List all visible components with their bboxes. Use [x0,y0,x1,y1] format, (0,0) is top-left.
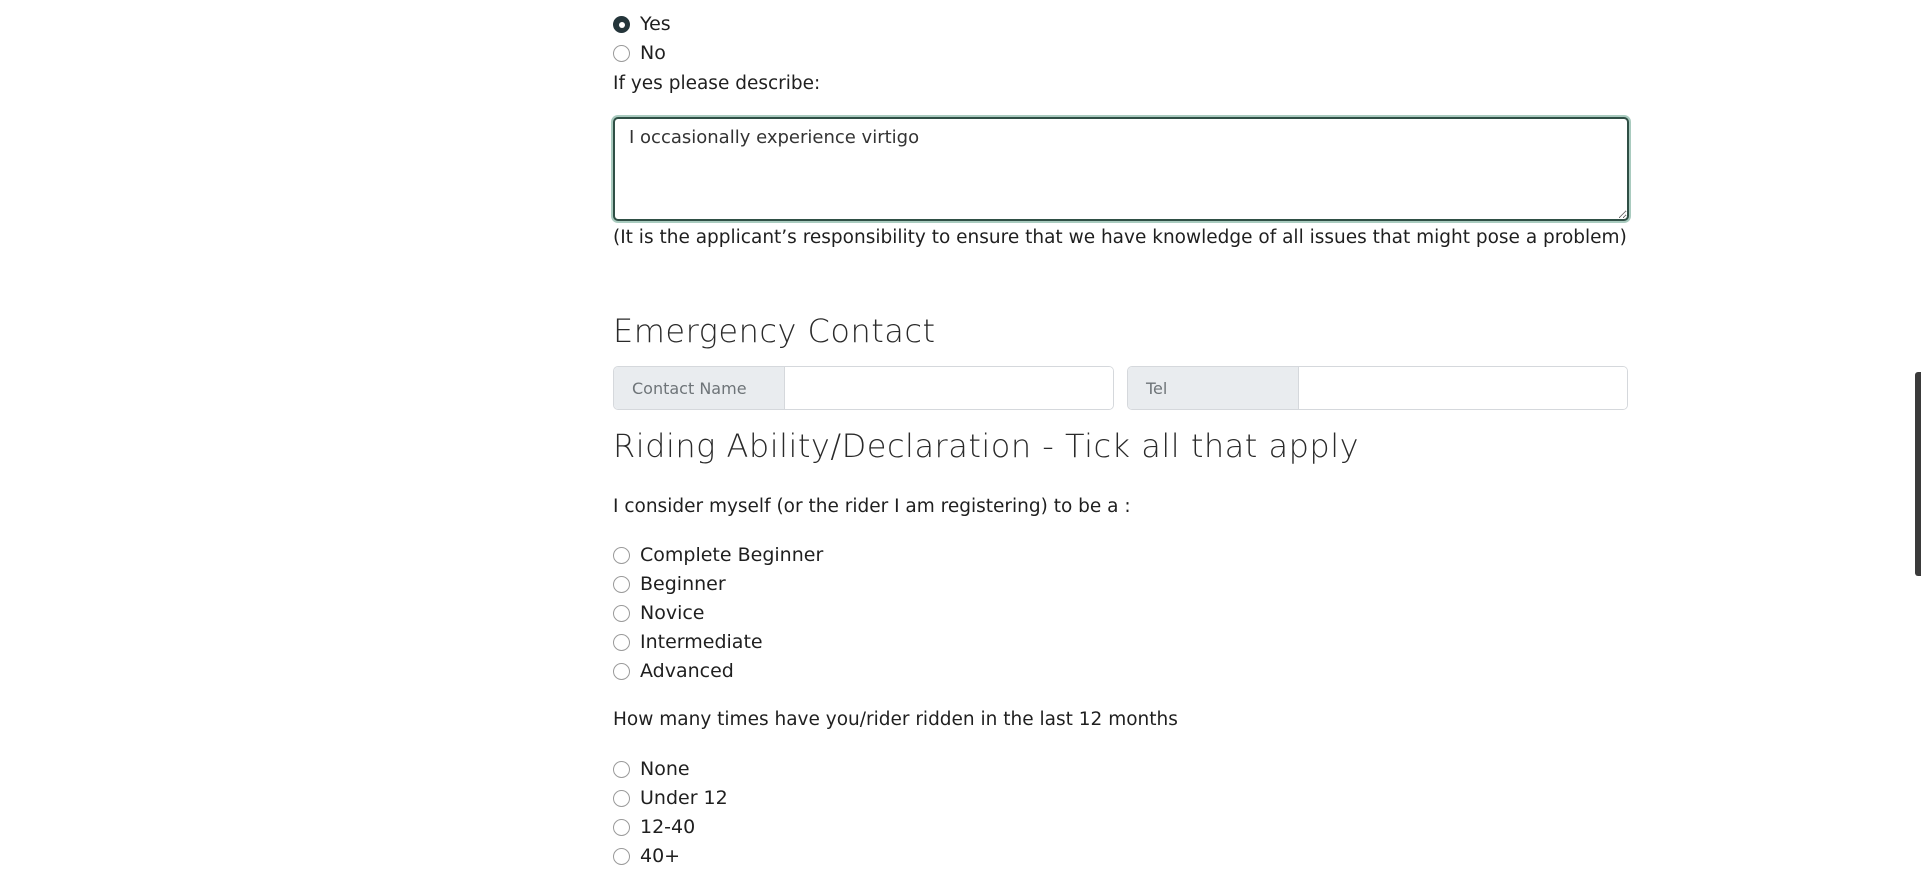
ability-question: I consider myself (or the rider I am registering) to be a : [613,496,1131,517]
contact-name-input[interactable] [785,367,1113,409]
radio-novice[interactable] [613,605,630,622]
contact-name-group [613,366,1114,410]
radio-option-under-12[interactable] [613,784,1629,813]
radio-novice-label: Novice [640,602,705,624]
radio-40-plus[interactable] [613,848,630,865]
radio-option-12-40[interactable] [613,813,1629,842]
radio-yes[interactable] [613,16,630,33]
radio-option-no[interactable] [613,39,1629,68]
riding-ability-heading: Riding Ability/Declaration - Tick all that apply [613,427,1360,465]
radio-12-40[interactable] [613,819,630,836]
emergency-contact-row [613,366,1629,410]
radio-intermediate[interactable] [613,634,630,651]
radio-option-none[interactable] [613,755,1629,784]
radio-none[interactable] [613,761,630,778]
radio-40-plus-label: 40+ [640,845,681,867]
radio-no[interactable] [613,45,630,62]
describe-label: If yes please describe: [613,73,821,94]
radio-beginner-label: Beginner [640,573,726,595]
radio-option-beginner[interactable] [613,570,1629,599]
describe-textarea[interactable] [613,117,1629,221]
frequency-question: How many times have you/rider ridden in the last 12 months [613,709,1178,730]
scrollbar-thumb[interactable] [1915,372,1921,576]
frequency-radio-group [613,755,1629,871]
radio-intermediate-label: Intermediate [640,631,763,653]
radio-12-40-label: 12-40 [640,816,696,838]
describe-textarea-wrap [613,117,1629,221]
radio-advanced-label: Advanced [640,660,734,682]
radio-under-12-label: Under 12 [640,787,728,809]
radio-complete-beginner[interactable] [613,547,630,564]
ability-radio-group [613,541,1629,686]
radio-option-yes[interactable] [613,10,1629,39]
radio-option-40-plus[interactable] [613,842,1629,871]
tel-group [1127,366,1628,410]
contact-name-label: Contact Name [614,367,785,409]
radio-option-novice[interactable] [613,599,1629,628]
responsibility-note: (It is the applicant’s responsibility to ensure that we have knowledge of all issues that might pose a problem) [613,227,1627,248]
emergency-contact-heading: Emergency Contact [613,312,936,350]
tel-input[interactable] [1299,367,1627,409]
radio-yes-label: Yes [640,13,671,35]
radio-complete-beginner-label: Complete Beginner [640,544,824,566]
radio-option-complete-beginner[interactable] [613,541,1629,570]
condition-radio-group [613,10,1629,68]
radio-no-label: No [640,42,666,64]
radio-none-label: None [640,758,690,780]
tel-label: Tel [1128,367,1299,409]
radio-under-12[interactable] [613,790,630,807]
radio-option-advanced[interactable] [613,657,1629,686]
form-content [613,0,1629,871]
radio-beginner[interactable] [613,576,630,593]
radio-option-intermediate[interactable] [613,628,1629,657]
radio-advanced[interactable] [613,663,630,680]
